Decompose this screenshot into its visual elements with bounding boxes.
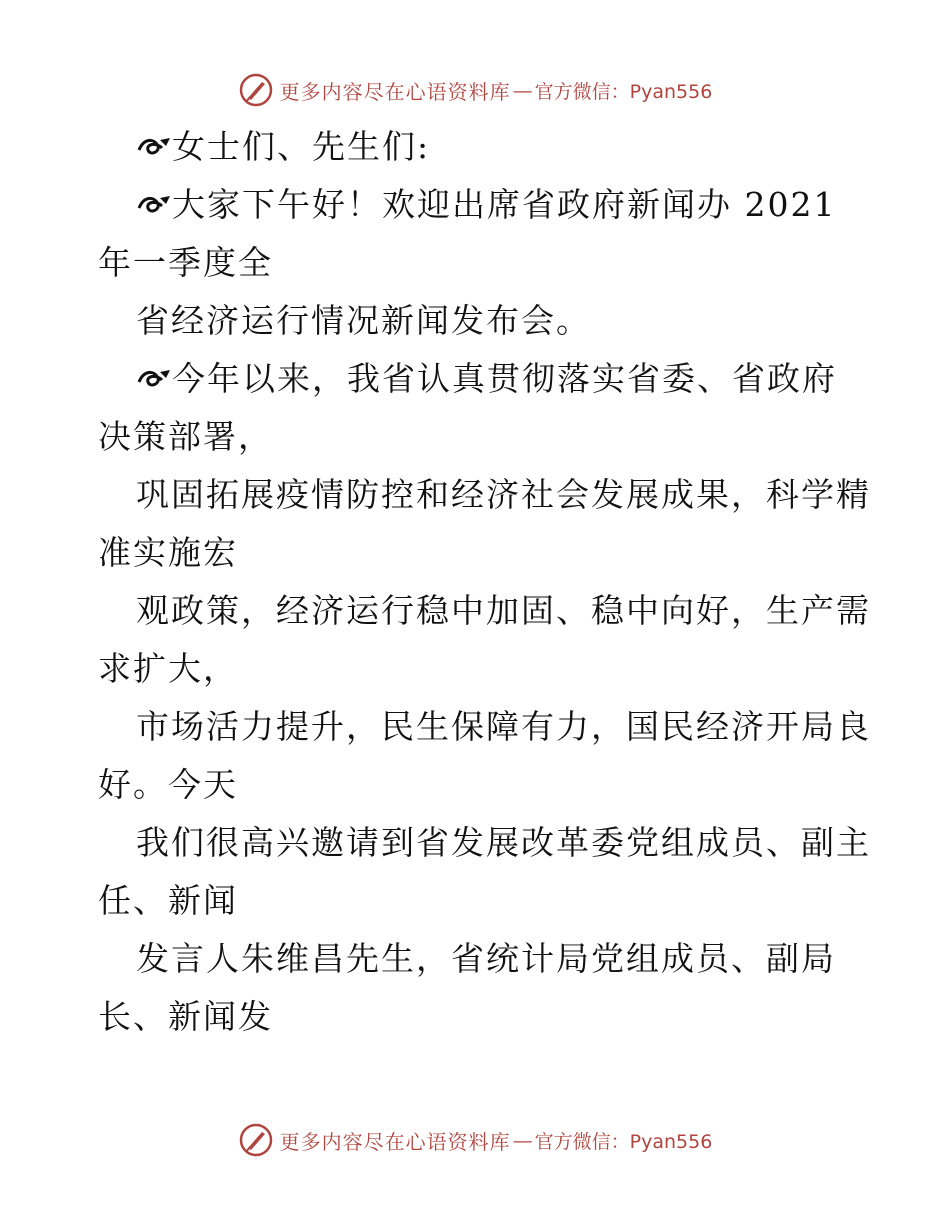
footer-contact: 官方微信：Pyan556: [534, 1130, 713, 1153]
doc-line-text: 市场活力提升，民生保障有力，国民经济开局良: [136, 707, 871, 746]
doc-line: [98, 524, 858, 582]
doc-line: [98, 292, 858, 350]
header-banner: [0, 70, 950, 110]
header-site-text: 更多内容尽在心语资料库: [279, 79, 511, 104]
document-body: [98, 118, 871, 1046]
doc-line-text: 年一季度全: [98, 243, 273, 282]
doc-line: [98, 698, 871, 756]
doc-line-text: 今年以来，我省认真贯彻落实省委、省政府: [172, 359, 837, 398]
doc-line-text: 长、新闻发: [98, 997, 273, 1036]
doc-line-text: 省经济运行情况新闻发布会。: [136, 301, 591, 340]
doc-line: [98, 176, 858, 234]
doc-line: [98, 756, 858, 814]
header-contact: 官方微信：Pyan556: [534, 80, 713, 103]
doc-line: [98, 930, 858, 988]
paragraph-bullet-icon: [136, 364, 172, 394]
doc-line: [98, 408, 858, 466]
doc-line: [98, 234, 858, 292]
doc-line: [98, 814, 871, 872]
quill-logo-icon: [238, 1122, 274, 1158]
doc-line-text: 观政策，经济运行稳中加固、稳中向好，生产需: [136, 591, 871, 630]
doc-line: [98, 118, 858, 176]
footer-dash: —: [512, 1128, 533, 1152]
doc-line-text: 任、新闻: [98, 881, 238, 920]
doc-line-text: 求扩大，: [98, 649, 238, 688]
paragraph-bullet-icon: [136, 132, 172, 162]
doc-line-text: 好。今天: [98, 765, 238, 804]
doc-line: [98, 350, 858, 408]
footer-site-text: 更多内容尽在心语资料库: [279, 1129, 511, 1154]
doc-line-text: 决策部署，: [98, 417, 273, 456]
doc-line-text: 巩固拓展疫情防控和经济社会发展成果，科学精: [136, 475, 871, 514]
doc-line-text: 我们很高兴邀请到省发展改革委党组成员、副主: [136, 823, 871, 862]
doc-line: [98, 466, 871, 524]
doc-line: [98, 988, 858, 1046]
header-dash: —: [512, 78, 533, 102]
doc-line-text: 女士们、先生们:: [172, 127, 431, 166]
doc-line: [98, 640, 858, 698]
paragraph-bullet-icon: [136, 190, 172, 220]
quill-logo-icon: [238, 72, 274, 108]
doc-line-text: 大家下午好！欢迎出席省政府新闻办 2021: [172, 185, 837, 224]
doc-line-text: 发言人朱维昌先生，省统计局党组成员、副局: [136, 939, 836, 978]
doc-line: [98, 582, 871, 640]
footer-banner: [0, 1120, 950, 1160]
doc-line-text: 准实施宏: [98, 533, 238, 572]
doc-line: [98, 872, 858, 930]
